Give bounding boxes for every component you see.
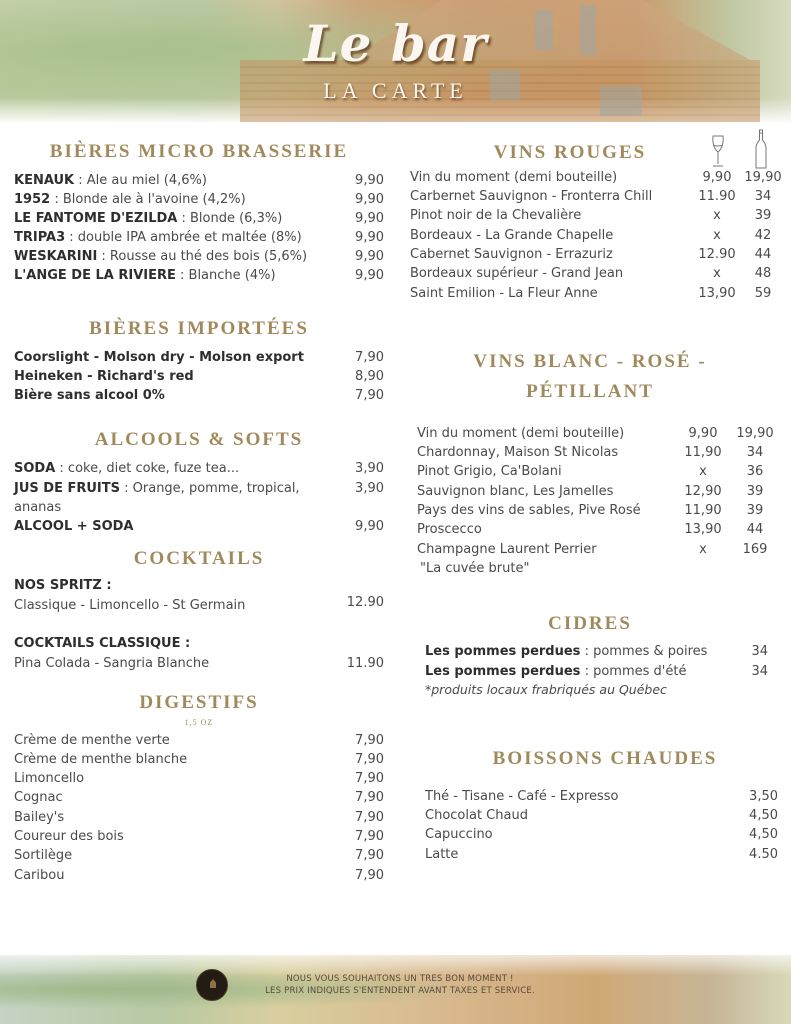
section-title-cidres: CIDRES <box>548 613 632 634</box>
bottle-price: 42 <box>754 228 772 243</box>
cocktail-group-heading: COCKTAILS CLASSIQUE : <box>14 636 191 651</box>
wine-item: Pinot Grigio, Ca'Bolani <box>417 464 562 479</box>
section-title-digestifs: DIGESTIFS <box>139 692 259 713</box>
menu-item: Coorslight - Molson dry - Molson export <box>14 350 304 365</box>
item-price: 7,90 <box>355 848 384 863</box>
footer-line-2: LES PRIX INDIQUES S'ENTENDENT AVANT TAXES ET SERVICE. <box>265 986 535 996</box>
bottle-price: 44 <box>754 247 772 262</box>
wine-item: Champagne Laurent Perrier <box>417 542 597 557</box>
glass-price: 12.90 <box>698 247 736 262</box>
wine-item: Cabernet Sauvignon - Errazuriz <box>410 247 613 262</box>
menu-item: Sortilège <box>14 848 73 863</box>
item-price: 9,90 <box>355 192 384 207</box>
menu-item: Cognac <box>14 790 63 805</box>
menu-item: ALCOOL + SODA <box>14 519 134 534</box>
menu-item: Capuccino <box>425 827 493 842</box>
wine-item: Pinot noir de la Chevalière <box>410 208 582 223</box>
item-price: 7,90 <box>355 733 384 748</box>
bottle-price: 169 <box>742 542 768 557</box>
item-price: 12.90 <box>346 595 384 610</box>
header-banner <box>0 0 791 122</box>
wine-item: Chardonnay, Maison St Nicolas <box>417 445 619 460</box>
section-title-alcools-softs: ALCOOLS & SOFTS <box>94 429 304 450</box>
bottle-price: 48 <box>754 266 772 281</box>
menu-item: Chocolat Chaud <box>425 808 528 823</box>
section-title-boissons-chaudes: BOISSONS CHAUDES <box>492 748 718 769</box>
item-price: 9,90 <box>355 230 384 245</box>
glass-price: 9,90 <box>702 170 732 185</box>
item-price: 3,50 <box>749 789 778 804</box>
bottle-price: 34 <box>746 445 764 460</box>
menu-item: Thé - Tisane - Café - Expresso <box>425 789 619 804</box>
item-price: 9,90 <box>355 211 384 226</box>
menu-item-continuation: ananas <box>14 500 62 515</box>
menu-item: Bailey's <box>14 810 65 825</box>
wine-item: Vin du moment (demi bouteille) <box>410 170 618 185</box>
glass-price: 11.90 <box>698 189 736 204</box>
wine-glass-icon <box>710 135 726 169</box>
wine-item: Bordeaux - La Grande Chapelle <box>410 228 614 243</box>
wine-item: Vin du moment (demi bouteille) <box>417 426 625 441</box>
item-price: 9,90 <box>355 268 384 283</box>
menu-item: LE FANTOME D'EZILDA : Blonde (6,3%) <box>14 211 283 226</box>
section-title-vins-blancs-line1: VINS BLANC - ROSÉ - <box>473 351 707 372</box>
item-price: 11.90 <box>346 656 384 671</box>
glass-price: x <box>699 464 707 479</box>
menu-item: Les pommes perdues : pommes d'été <box>425 664 687 679</box>
glass-price: x <box>699 542 707 557</box>
menu-item: Heineken - Richard's red <box>14 369 194 384</box>
bottle-price: 34 <box>754 189 772 204</box>
glass-price: x <box>713 266 721 281</box>
item-price: 7,90 <box>355 350 384 365</box>
wine-item: Pays des vins de sables, Pive Rosé <box>417 503 641 518</box>
glass-price: 12,90 <box>684 484 722 499</box>
bottle-price: 39 <box>746 484 764 499</box>
section-title-vins-rouges: VINS ROUGES <box>493 142 647 163</box>
item-price: 34 <box>751 644 768 659</box>
wine-bottle-icon <box>754 129 768 169</box>
section-title-cocktails: COCKTAILS <box>133 548 265 569</box>
bottle-price: 59 <box>754 286 772 301</box>
footer-banner <box>0 955 791 1024</box>
wine-item-continuation: "La cuvée brute" <box>420 561 530 576</box>
glass-price: 13,90 <box>698 286 736 301</box>
item-price: 3,90 <box>355 481 384 496</box>
menu-item: Bière sans alcool 0% <box>14 388 165 403</box>
local-products-note: *produits locaux frabriqués au Québec <box>425 682 667 697</box>
bottle-price: 19,90 <box>744 170 782 185</box>
menu-subtitle: LA CARTE <box>323 78 468 103</box>
item-price: 4,50 <box>749 808 778 823</box>
glass-price: 13,90 <box>684 522 722 537</box>
menu-item: Crème de menthe verte <box>14 733 170 748</box>
glass-price: 11,90 <box>684 503 722 518</box>
item-price: 7,90 <box>355 810 384 825</box>
item-price: 3,90 <box>355 461 384 476</box>
wine-item: Sauvignon blanc, Les Jamelles <box>417 484 614 499</box>
glass-price: 11,90 <box>684 445 722 460</box>
bottle-price: 44 <box>746 522 764 537</box>
item-price: 7,90 <box>355 771 384 786</box>
menu-item: Limoncello <box>14 771 85 786</box>
item-price: 7,90 <box>355 829 384 844</box>
menu-item: Coureur des bois <box>14 829 124 844</box>
section-title-bieres-importees: BIÈRES IMPORTÉES <box>89 318 309 339</box>
menu-item: JUS DE FRUITS : Orange, pomme, tropical, <box>14 481 300 496</box>
item-price: 4.50 <box>749 847 778 862</box>
menu-item: Caribou <box>14 868 65 883</box>
menu-item: TRIPA3 : double IPA ambrée et maltée (8%) <box>14 230 302 245</box>
menu-item: L'ANGE DE LA RIVIERE : Blanche (4%) <box>14 268 276 283</box>
glass-price: x <box>713 208 721 223</box>
glass-price: x <box>713 228 721 243</box>
item-price: 9,90 <box>355 173 384 188</box>
serving-size-note: 1,5 OZ <box>184 718 214 727</box>
cocktail-group-heading: NOS SPRITZ : <box>14 578 112 593</box>
menu-item: Les pommes perdues : pommes & poires <box>425 644 708 659</box>
section-title-vins-blancs-line2: PÉTILLANT <box>526 381 654 402</box>
footer-message <box>200 973 600 997</box>
item-price: 9,90 <box>355 249 384 264</box>
section-title-micro-brasserie: BIÈRES MICRO BRASSERIE <box>49 141 349 162</box>
menu-item: KENAUK : Ale au miel (4,6%) <box>14 173 207 188</box>
item-price: 9,90 <box>355 519 384 534</box>
item-price: 7,90 <box>355 388 384 403</box>
wine-item: Proscecco <box>417 522 482 537</box>
item-price: 7,90 <box>355 790 384 805</box>
wine-item: Carbernet Sauvignon - Fronterra Chill <box>410 189 653 204</box>
bar-title: Le bar <box>303 14 488 73</box>
menu-item: 1952 : Blonde ale à l'avoine (4,2%) <box>14 192 246 207</box>
bottle-price: 39 <box>754 208 772 223</box>
footer-line-1: NOUS VOUS SOUHAITONS UN TRES BON MOMENT ! <box>286 974 514 984</box>
cocktail-group-items: Pina Colada - Sangria Blanche <box>14 656 210 671</box>
menu-item: Latte <box>425 847 459 862</box>
item-price: 34 <box>751 664 768 679</box>
item-price: 7,90 <box>355 868 384 883</box>
item-price: 8,90 <box>355 369 384 384</box>
menu-item: WESKARINI : Rousse au thé des bois (5,6%) <box>14 249 308 264</box>
item-price: 7,90 <box>355 752 384 767</box>
bottle-price: 36 <box>746 464 764 479</box>
item-price: 4,50 <box>749 827 778 842</box>
glass-price: 9,90 <box>688 426 718 441</box>
wine-item: Saint Emilion - La Fleur Anne <box>410 286 598 301</box>
cocktail-group-items: Classique - Limoncello - St Germain <box>14 598 246 613</box>
wine-item: Bordeaux supérieur - Grand Jean <box>410 266 624 281</box>
bottle-price: 39 <box>746 503 764 518</box>
bottle-price: 19,90 <box>736 426 774 441</box>
menu-item: SODA : coke, diet coke, fuze tea... <box>14 461 240 476</box>
menu-item: Crème de menthe blanche <box>14 752 188 767</box>
